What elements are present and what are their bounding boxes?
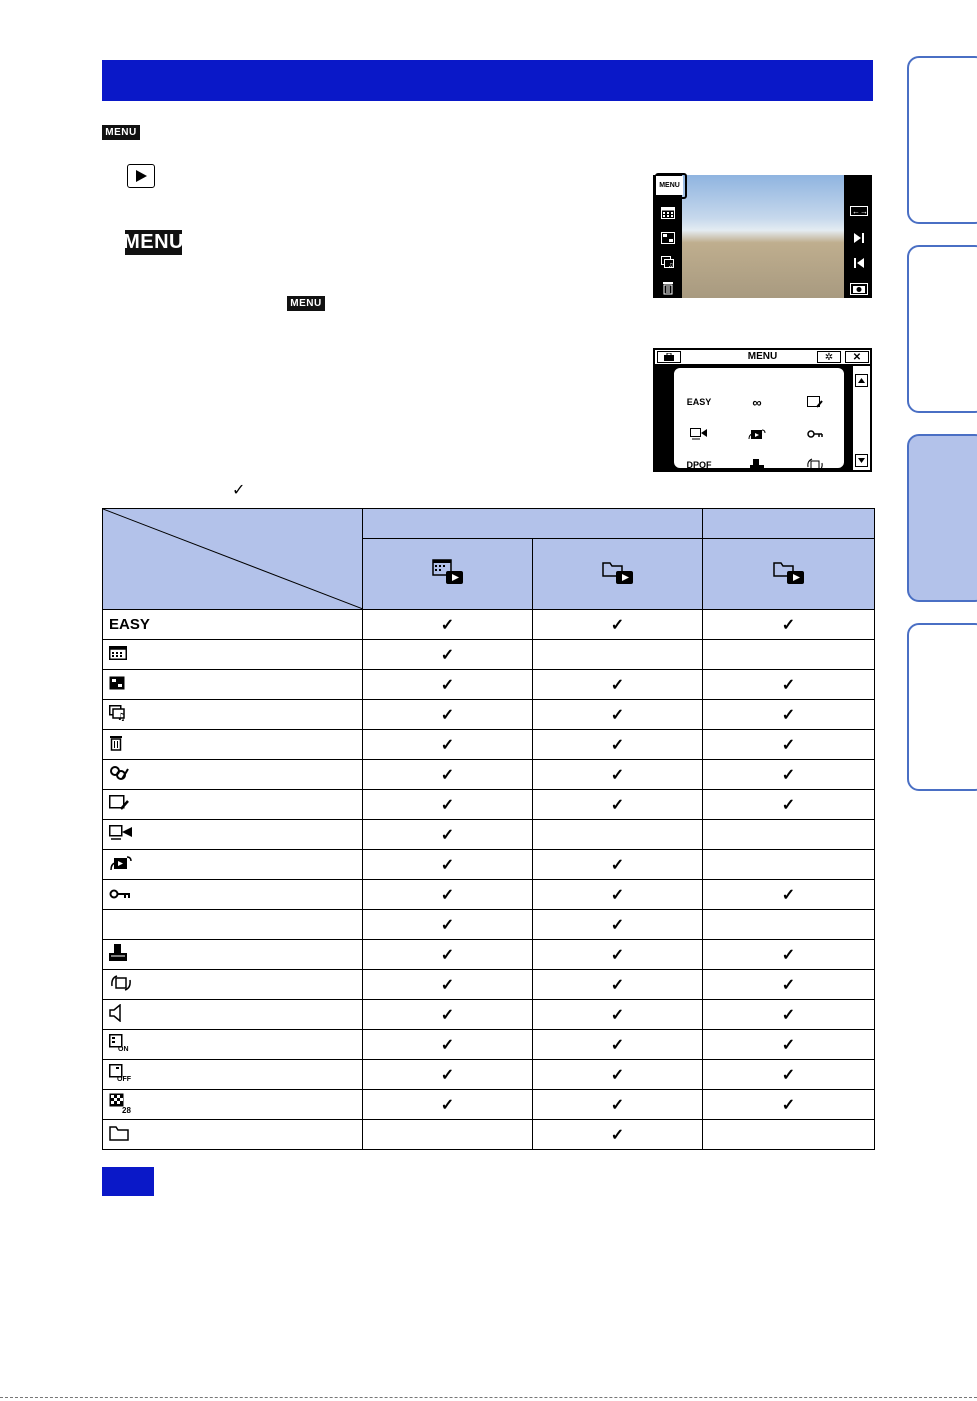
folder-view-icon <box>602 572 634 589</box>
row-label-cell <box>103 1060 363 1090</box>
paint-icon[interactable] <box>790 392 840 412</box>
table-row <box>103 700 875 730</box>
compat-cell <box>533 1090 703 1120</box>
checkmark-icon: ✓ <box>781 1036 796 1054</box>
compat-cell <box>533 820 703 850</box>
compat-cell <box>363 1090 533 1120</box>
menu-button[interactable]: MENU <box>656 176 683 195</box>
menu-item-dpof[interactable]: DPOF <box>686 460 712 470</box>
checkmark-icon: ✓ <box>610 1126 625 1144</box>
compat-cell <box>703 1090 875 1120</box>
checkmark-icon: ✓ <box>610 1006 625 1024</box>
table-row <box>103 1120 875 1150</box>
compat-cell <box>533 1120 703 1150</box>
checkmark-icon: ✓ <box>781 706 796 724</box>
column-header-date-view <box>363 539 533 610</box>
compat-cell <box>363 730 533 760</box>
table-row <box>103 760 875 790</box>
compat-cell <box>363 880 533 910</box>
note-badge <box>102 1167 154 1196</box>
index-28-icon <box>109 1093 131 1113</box>
compat-cell <box>363 640 533 670</box>
compat-cell <box>363 1060 533 1090</box>
section-title-bar <box>102 60 873 101</box>
checkmark-icon: ✓ <box>781 736 796 754</box>
display-on-icon <box>109 1034 129 1052</box>
compat-cell <box>533 610 703 640</box>
menu-screen-title: MENU <box>747 351 778 362</box>
row-label-cell <box>103 730 363 760</box>
checkmark-icon: ✓ <box>440 646 455 664</box>
checkmark-icon: ✓ <box>610 706 625 724</box>
checkmark-icon: ✓ <box>610 796 625 814</box>
checkmark-icon: ✓ <box>440 916 455 934</box>
protect-icon[interactable] <box>790 424 840 444</box>
compat-cell <box>703 700 875 730</box>
table-row <box>103 610 875 640</box>
row-label-cell <box>103 1090 363 1120</box>
compat-cell <box>703 1000 875 1030</box>
compat-cell <box>363 670 533 700</box>
compat-cell <box>533 970 703 1000</box>
row-label-cell <box>103 850 363 880</box>
display-off-icon <box>109 1064 131 1082</box>
checkmark-icon: ✓ <box>781 1066 796 1084</box>
index-icon[interactable] <box>658 228 678 248</box>
row-label-cell <box>103 970 363 1000</box>
row-label-cell <box>103 1120 363 1150</box>
compat-cell <box>703 790 875 820</box>
print-icon[interactable] <box>732 455 782 475</box>
compat-cell <box>533 640 703 670</box>
row-label-cell <box>103 820 363 850</box>
compat-cell <box>703 1060 875 1090</box>
compat-cell <box>363 610 533 640</box>
compat-cell <box>703 760 875 790</box>
compat-cell <box>363 1120 533 1150</box>
side-tab-1[interactable] <box>907 56 977 224</box>
compat-cell <box>703 640 875 670</box>
compat-cell <box>703 610 875 640</box>
table-row <box>103 1000 875 1030</box>
rotate-icon <box>109 974 133 992</box>
compat-cell <box>363 970 533 1000</box>
compat-cell <box>703 1030 875 1060</box>
compat-cell <box>363 820 533 850</box>
svg-text:OFF: OFF <box>117 1075 131 1082</box>
compat-cell <box>533 850 703 880</box>
table-row <box>103 790 875 820</box>
row-label-text: EASY <box>109 616 150 633</box>
import-icon[interactable] <box>674 424 724 444</box>
checkmark-legend: ✓ <box>232 482 246 499</box>
checkmark-icon: ✓ <box>781 1006 796 1024</box>
checkmark-icon: ✓ <box>440 1066 455 1084</box>
side-tab-4[interactable] <box>907 623 977 791</box>
checkmark-icon: ✓ <box>440 826 455 844</box>
column-header-folder-view <box>533 539 703 610</box>
bottom-dashed-rule <box>0 1397 977 1398</box>
checkmark-icon: ✓ <box>440 976 455 994</box>
settings-gear-icon[interactable]: ✲ <box>817 351 841 363</box>
compat-cell <box>703 1120 875 1150</box>
delete-icon <box>109 735 123 751</box>
compat-cell <box>703 940 875 970</box>
next-image-icon[interactable] <box>849 228 869 248</box>
checkmark-icon: ✓ <box>440 856 455 874</box>
compat-cell <box>533 940 703 970</box>
checkmark-icon: ✓ <box>610 616 625 634</box>
table-row <box>103 730 875 760</box>
checkmark-icon: ✓ <box>781 886 796 904</box>
compat-cell <box>533 730 703 760</box>
checkmark-icon: ✓ <box>440 676 455 694</box>
table-row <box>103 1030 875 1060</box>
volume-icon <box>109 1004 123 1022</box>
compat-cell <box>363 910 533 940</box>
paint-icon <box>109 795 129 811</box>
checkmark-icon: ✓ <box>781 766 796 784</box>
checkmark-icon: ✓ <box>610 1036 625 1054</box>
retouch-icon <box>109 765 129 781</box>
slideshow-icon[interactable] <box>658 253 678 273</box>
table-row <box>103 880 875 910</box>
menu-screen-top-bar <box>655 350 870 364</box>
svg-text:♫: ♫ <box>117 711 126 721</box>
checkmark-icon: ✓ <box>440 736 455 754</box>
compat-cell <box>533 1030 703 1060</box>
compat-cell <box>363 760 533 790</box>
column-header-folder-view-2 <box>703 539 875 610</box>
menu-badge-small: MENU <box>287 296 325 311</box>
row-label-cell <box>103 700 363 730</box>
multi-resize-icon <box>109 854 133 872</box>
checkmark-icon: ✓ <box>781 976 796 994</box>
compat-cell <box>363 1000 533 1030</box>
checkmark-icon: ✓ <box>610 1096 625 1114</box>
svg-text:←→: ←→ <box>852 207 868 216</box>
row-label-cell <box>103 1030 363 1060</box>
checkmark-icon: ✓ <box>610 886 625 904</box>
checkmark-icon: ✓ <box>781 796 796 814</box>
import-icon <box>109 825 133 841</box>
menu-scrollbar[interactable] <box>853 366 870 470</box>
checkmark-icon: ✓ <box>610 976 625 994</box>
resize-arrows-icon[interactable] <box>849 201 869 221</box>
close-icon[interactable]: ✕ <box>845 351 869 363</box>
playback-screen-illustration <box>653 175 872 298</box>
menu-items-panel <box>672 366 846 470</box>
checkmark-icon: ✓ <box>440 616 455 634</box>
checkmark-icon: ✓ <box>610 856 625 874</box>
compat-cell <box>703 670 875 700</box>
compat-cell <box>533 700 703 730</box>
checkmark-icon: ✓ <box>610 766 625 784</box>
checkmark-icon: ✓ <box>440 946 455 964</box>
menu-badge-large: MENU <box>123 231 184 253</box>
table-row <box>103 1090 875 1120</box>
menu-item-easy[interactable]: EASY <box>686 397 712 407</box>
checkmark-icon: ✓ <box>440 796 455 814</box>
slideshow-icon <box>109 705 127 721</box>
checkmark-icon: ✓ <box>781 946 796 964</box>
table-row <box>103 820 875 850</box>
retouch-icon[interactable]: ∞ <box>752 394 762 410</box>
table-row <box>103 940 875 970</box>
compat-cell <box>533 910 703 940</box>
calendar-icon[interactable] <box>658 203 678 223</box>
checkmark-icon: ✓ <box>781 616 796 634</box>
checkmark-icon: ✓ <box>440 886 455 904</box>
compat-cell <box>703 850 875 880</box>
compat-cell <box>533 760 703 790</box>
multi-resize-icon[interactable] <box>732 424 782 444</box>
compat-cell <box>703 820 875 850</box>
checkmark-icon: ✓ <box>440 1036 455 1054</box>
toolbox-icon[interactable] <box>657 351 681 363</box>
menu-badge: MENU <box>102 125 140 140</box>
checkmark-icon: ✓ <box>440 1096 455 1114</box>
compat-cell <box>703 730 875 760</box>
side-tab-2[interactable] <box>907 245 977 413</box>
index-icon <box>109 676 125 690</box>
compat-cell <box>533 1060 703 1090</box>
table-row <box>103 970 875 1000</box>
compat-cell <box>533 880 703 910</box>
row-label-cell <box>103 610 363 640</box>
compat-cell <box>363 1030 533 1060</box>
svg-text:♫: ♫ <box>668 262 674 269</box>
folder-icon <box>109 1125 129 1141</box>
compat-cell <box>533 1000 703 1030</box>
checkmark-icon: ✓ <box>610 1066 625 1084</box>
compat-cell <box>533 670 703 700</box>
column-group-header <box>363 509 703 539</box>
checkmark-icon: ✓ <box>440 1006 455 1024</box>
compat-cell <box>363 940 533 970</box>
row-label-cell <box>103 880 363 910</box>
checkmark-icon: ✓ <box>440 766 455 784</box>
scroll-down-icon[interactable] <box>855 454 868 467</box>
compat-cell <box>363 790 533 820</box>
previous-image-icon[interactable] <box>849 253 869 273</box>
row-label-cell <box>103 640 363 670</box>
svg-text:28: 28 <box>122 1105 131 1113</box>
column-group-header-2 <box>703 509 875 539</box>
table-corner-header <box>103 509 363 610</box>
calendar-icon <box>109 646 127 660</box>
compat-cell <box>533 790 703 820</box>
date-view-icon <box>432 572 464 589</box>
table-row <box>103 670 875 700</box>
checkmark-icon: ✓ <box>610 916 625 934</box>
compat-cell <box>363 850 533 880</box>
row-label-cell <box>103 670 363 700</box>
checkmark-icon: ✓ <box>781 676 796 694</box>
beach-photo <box>682 175 844 298</box>
compat-cell <box>703 910 875 940</box>
checkmark-icon: ✓ <box>781 1096 796 1114</box>
playback-menu-compatibility-table <box>102 508 875 1150</box>
svg-text:ON: ON <box>118 1045 129 1052</box>
table-row <box>103 1060 875 1090</box>
rotate-icon[interactable] <box>790 455 840 475</box>
compat-cell <box>703 970 875 1000</box>
compat-cell <box>703 880 875 910</box>
camera-icon[interactable] <box>849 279 869 299</box>
scroll-up-icon[interactable] <box>855 374 868 387</box>
row-label-cell <box>103 910 363 940</box>
side-tab-3-active[interactable] <box>907 434 977 602</box>
playback-button-icon <box>127 164 155 188</box>
checkmark-icon: ✓ <box>610 736 625 754</box>
table-row <box>103 910 875 940</box>
compat-cell <box>363 700 533 730</box>
table-body <box>103 610 875 1150</box>
checkmark-icon: ✓ <box>610 676 625 694</box>
row-label-cell <box>103 940 363 970</box>
print-icon <box>109 944 129 962</box>
row-label-cell <box>103 1000 363 1030</box>
checkmark-icon: ✓ <box>610 946 625 964</box>
checkmark-icon: ✓ <box>440 706 455 724</box>
row-label-cell <box>103 760 363 790</box>
delete-icon[interactable] <box>658 278 678 298</box>
row-label-cell <box>103 790 363 820</box>
menu-screen-illustration <box>653 348 872 472</box>
table-row <box>103 640 875 670</box>
folder-view-icon <box>773 572 805 589</box>
table-row <box>103 850 875 880</box>
protect-icon <box>109 889 131 899</box>
